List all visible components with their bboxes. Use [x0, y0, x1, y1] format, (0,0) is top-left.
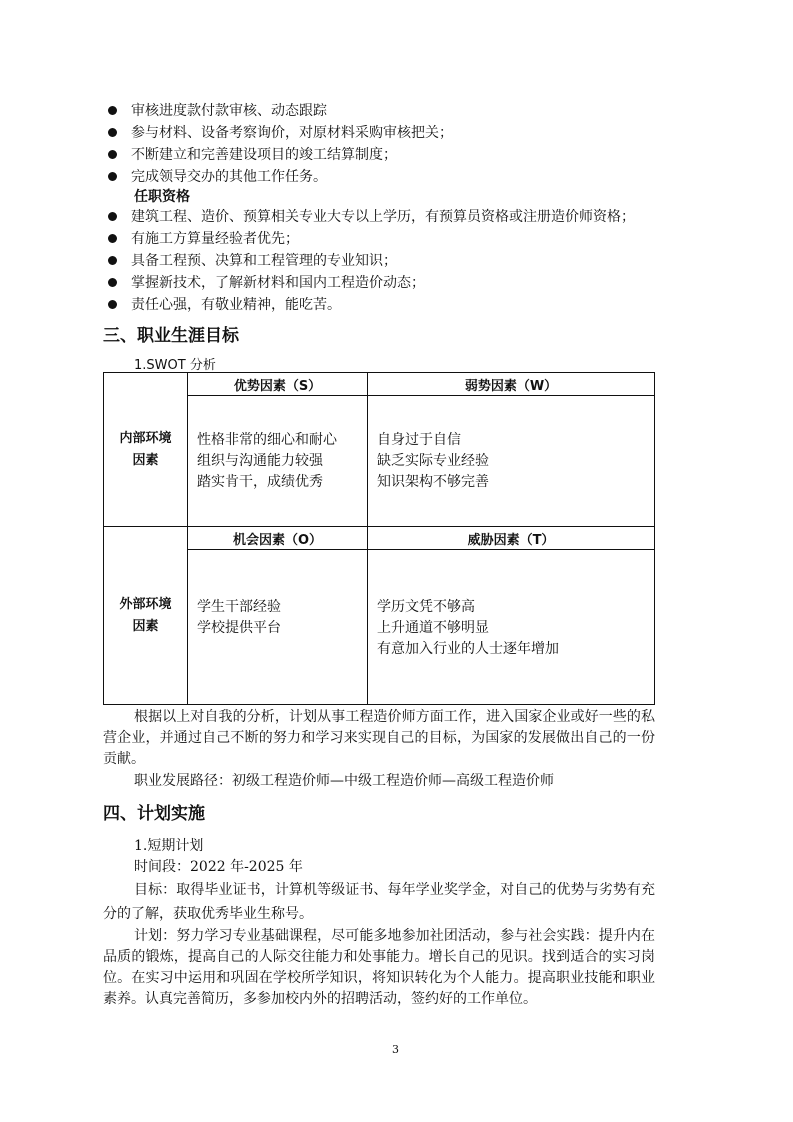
list-text: 建筑工程、造价、预算相关专业大专以上学历，有预算员资格或注册造价师资格； [131, 209, 635, 225]
opportunities-cell [188, 550, 368, 705]
plan-paragraph: 计划：努力学习专业基础课程，尽可能多地参加社团活动，参与社会实践：提升内在品质的锻炼，提高自己的人际交往能力和处事能力。增长自己的见识。找到适合的实习岗位。在实习中运用和巩固在学校所学知识，将知识转化为个人能力。提高职业技能和职业素养。认真完善简历，多参加校内外的招聘活动，签约好的工作单位。 [103, 928, 655, 1007]
list-text: 掌握新技术，了解新材料和国内工程造价动态； [131, 275, 425, 291]
opportunities-header: 机会因素（O） [188, 527, 368, 550]
short-term-title: 1.短期计划 [134, 838, 204, 854]
list-item [108, 295, 341, 316]
bullet-icon [108, 172, 117, 181]
list-item [108, 145, 397, 166]
cell-line: 知识架构不够完善 [377, 473, 489, 490]
section-heading: 三、职业生涯目标 [103, 326, 239, 346]
cell-line: 缺乏实际专业经验 [377, 452, 489, 469]
threats-header: 威胁因素（T） [368, 527, 655, 550]
cell-line: 学历文凭不够高 [377, 599, 475, 615]
period-text: 时间段：2022 年-2025 年 [134, 859, 303, 875]
cell-line: 自身过于自信 [377, 431, 461, 448]
list-text: 具备工程预、决算和工程管理的专业知识； [131, 253, 397, 269]
bullet-icon [108, 234, 117, 243]
list-item [108, 251, 397, 272]
cell-line: 学生干部经验 [197, 599, 281, 615]
list-item [108, 207, 635, 228]
list-text: 有施工方算量经验者优先； [131, 231, 299, 247]
list-text: 参与材料、设备考察询价，对原材料采购审核把关； [131, 125, 453, 141]
bullet-icon [108, 212, 117, 221]
list-text: 责任心强，有敬业精神，能吃苦。 [131, 297, 341, 313]
strengths-header: 优势因素（S） [188, 373, 368, 396]
bullet-icon [108, 128, 117, 137]
cell-line: 性格非常的细心和耐心 [197, 431, 337, 448]
cell-line: 上升通道不够明显 [377, 620, 489, 636]
weaknesses-header: 弱势因素（W） [368, 373, 655, 396]
cell-line: 学校提供平台 [197, 620, 281, 636]
list-item [108, 101, 327, 122]
analysis-paragraph: 根据以上对自我的分析，计划从事工程造价师方面工作，进入国家企业或好一些的私营企业，并通过自己不断的努力和学习来实现自己的目标，为国家的发展做出自己的一份贡献。 [103, 709, 655, 767]
list-text: 完成领导交办的其他工作任务。 [131, 169, 327, 185]
list-item [108, 167, 327, 188]
threats-cell [368, 550, 655, 705]
cell-line: 踏实肯干，成绩优秀 [197, 473, 323, 490]
page-number: 3 [392, 1043, 399, 1056]
label-line: 内部环境 [119, 430, 172, 446]
list-text: 审核进度款付款审核、动态跟踪 [131, 103, 327, 119]
bullet-icon [108, 256, 117, 265]
list-item [108, 123, 453, 144]
label-line: 外部环境 [119, 596, 172, 612]
internal-label [104, 373, 188, 527]
list-item [108, 229, 299, 250]
cell-line: 有意加入行业的人士逐年增加 [377, 641, 559, 657]
career-path: 职业发展路径：初级工程造价师—中级工程造价师—高级工程造价师 [134, 773, 554, 789]
swot-title: 1.SWOT 分析 [134, 358, 216, 373]
swot-table [103, 372, 655, 705]
bullet-icon [108, 300, 117, 309]
bullet-icon [108, 150, 117, 159]
weaknesses-cell [368, 396, 655, 527]
label-line: 因素 [132, 618, 159, 634]
cell-line: 组织与沟通能力较强 [197, 452, 323, 469]
external-label [104, 527, 188, 705]
goal-paragraph: 目标：取得毕业证书，计算机等级证书、每年学业奖学金，对自己的优势与劣势有充分的了解，获取优秀毕业生称号。 [103, 882, 655, 922]
bullet-icon [108, 106, 117, 115]
strengths-cell [188, 396, 368, 527]
label-line: 因素 [132, 452, 159, 468]
section-heading: 四、计划实施 [103, 804, 205, 824]
list-item [108, 273, 425, 294]
subheading: 任职资格 [134, 189, 190, 205]
bullet-icon [108, 278, 117, 287]
list-text: 不断建立和完善建设项目的竣工结算制度； [131, 147, 397, 163]
